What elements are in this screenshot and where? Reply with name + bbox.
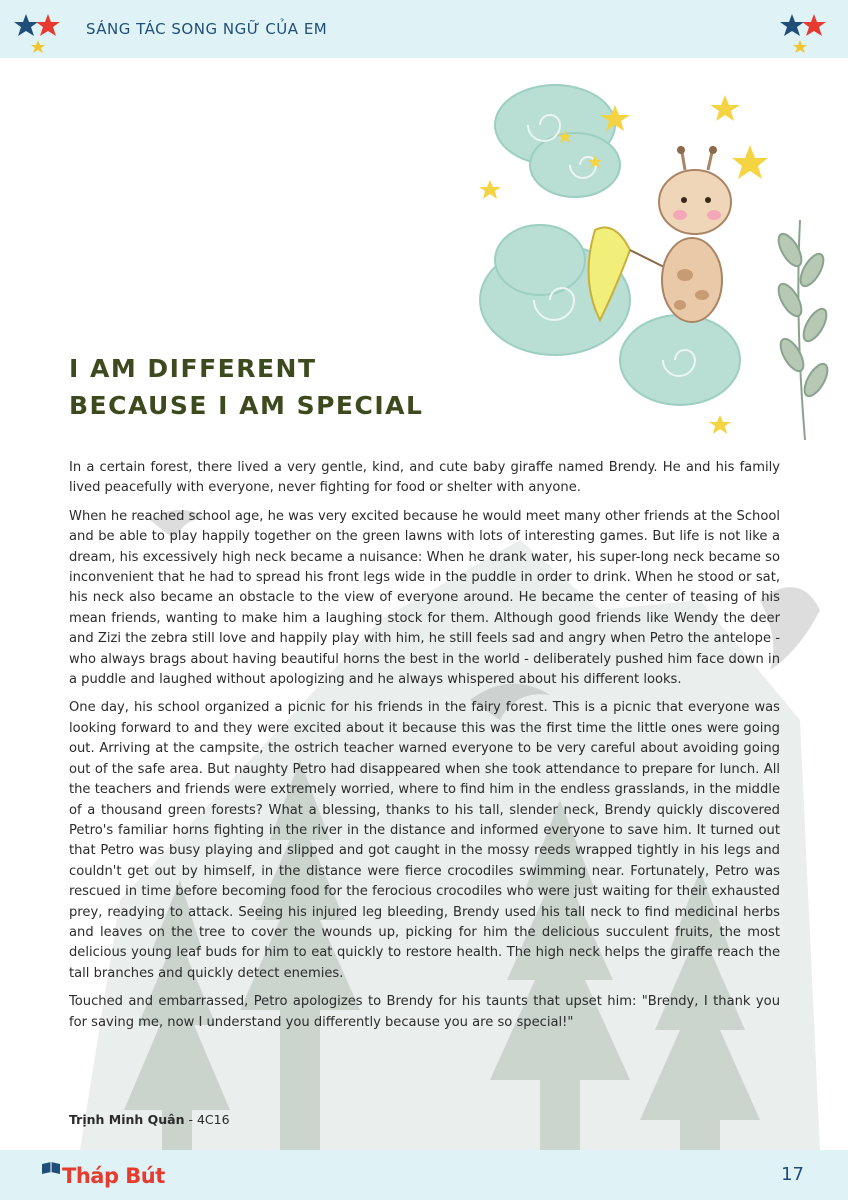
story-body [69, 458, 780, 1041]
article-title [69, 350, 423, 424]
author-name: Trịnh Minh Quân [69, 1112, 185, 1127]
section-title: SÁNG TÁC SONG NGỮ CỦA EM [86, 20, 328, 38]
title-line-1: I AM DIFFERENT [69, 354, 317, 383]
author-credit [69, 1112, 230, 1127]
logo-text: Tháp Bút [62, 1164, 165, 1188]
paragraph: Touched and embarrassed, Petro apologizes to Brendy for his taunts that upset him: "Brendy, I thank you for saving me, now I understand you differently because you are so special!" [69, 994, 780, 1030]
stars-icon [778, 10, 828, 54]
paragraph: In a certain forest, there lived a very gentle, kind, and cute baby giraffe named Brendy. He and his family lived peacefully with everyone, never fighting for food or shelter with anyone. [69, 460, 780, 496]
book-icon [40, 1158, 62, 1178]
stars-icon [12, 10, 62, 54]
paragraph: When he reached school age, he was very excited because he would meet many other friends at the School and be able to play happily together on the green lawns with lots of interesting games. But life is not like a dream, his excessively high neck became a nuisance: When he drank water, his super-long neck became so inconvenient that he had to spread his front legs wide in the puddle in order to drink. When he stood or sat, his neck also became an obstacle to the view of everyone around. He became the center of teasing of his mean friends, wanting to make him a laughing stock for them. Although good friends like Wendy the deer and Zizi the zebra still love and happily play with him, he still feels sad and angry when Petro the antelope - who always brags about having beautiful horns the best in the world - deliberately pushed him face down in a puddle and laughed without apologizing and he always whispered about his different looks. [69, 508, 780, 688]
paragraph: One day, his school organized a picnic for his friends in the fairy forest. This is a picnic that everyone was looking forward to and they were excited about it because this was the first time the little ones were going out. Arriving at the campsite, the ostrich teacher warned everyone to be very careful about avoiding going out of the safe area. But naughty Petro had disappeared when she took attendance to prepare for lunch. All the teachers and friends were extremely worried, where to find him in the endless grasslands, in the middle of a thousand green forests? What a blessing, thanks to his tall, slender neck, Brendy quickly discovered Petro's familiar horns fighting in the river in the distance and informed everyone to save him. It turned out that Petro was busy playing and slipped and got caught in the mossy reeds wrapped tightly in his legs and couldn't get out by himself, in the distance were fierce crocodiles swimming near. Fortunately, Petro was rescued in time before becoming food for the ferocious crocodiles who were just waiting for their exhausted prey, readying to attack. Seeing his injured leg bleeding, Brendy used his tall neck to find medicinal herbs and leaves on the tree to cover the wounds up, picking for him the delicious succulent fruits, the most delicious young leaf buds for him to eat quickly to restore health. The high neck helps the giraffe reach the tall branches and quickly detect enemies. [69, 700, 780, 981]
page-number: 17 [781, 1164, 804, 1185]
title-line-2: BECAUSE I AM SPECIAL [69, 391, 424, 420]
thap-but-logo [40, 1158, 170, 1194]
author-class: - 4C16 [184, 1112, 230, 1127]
giraffe-illustration [460, 70, 848, 450]
